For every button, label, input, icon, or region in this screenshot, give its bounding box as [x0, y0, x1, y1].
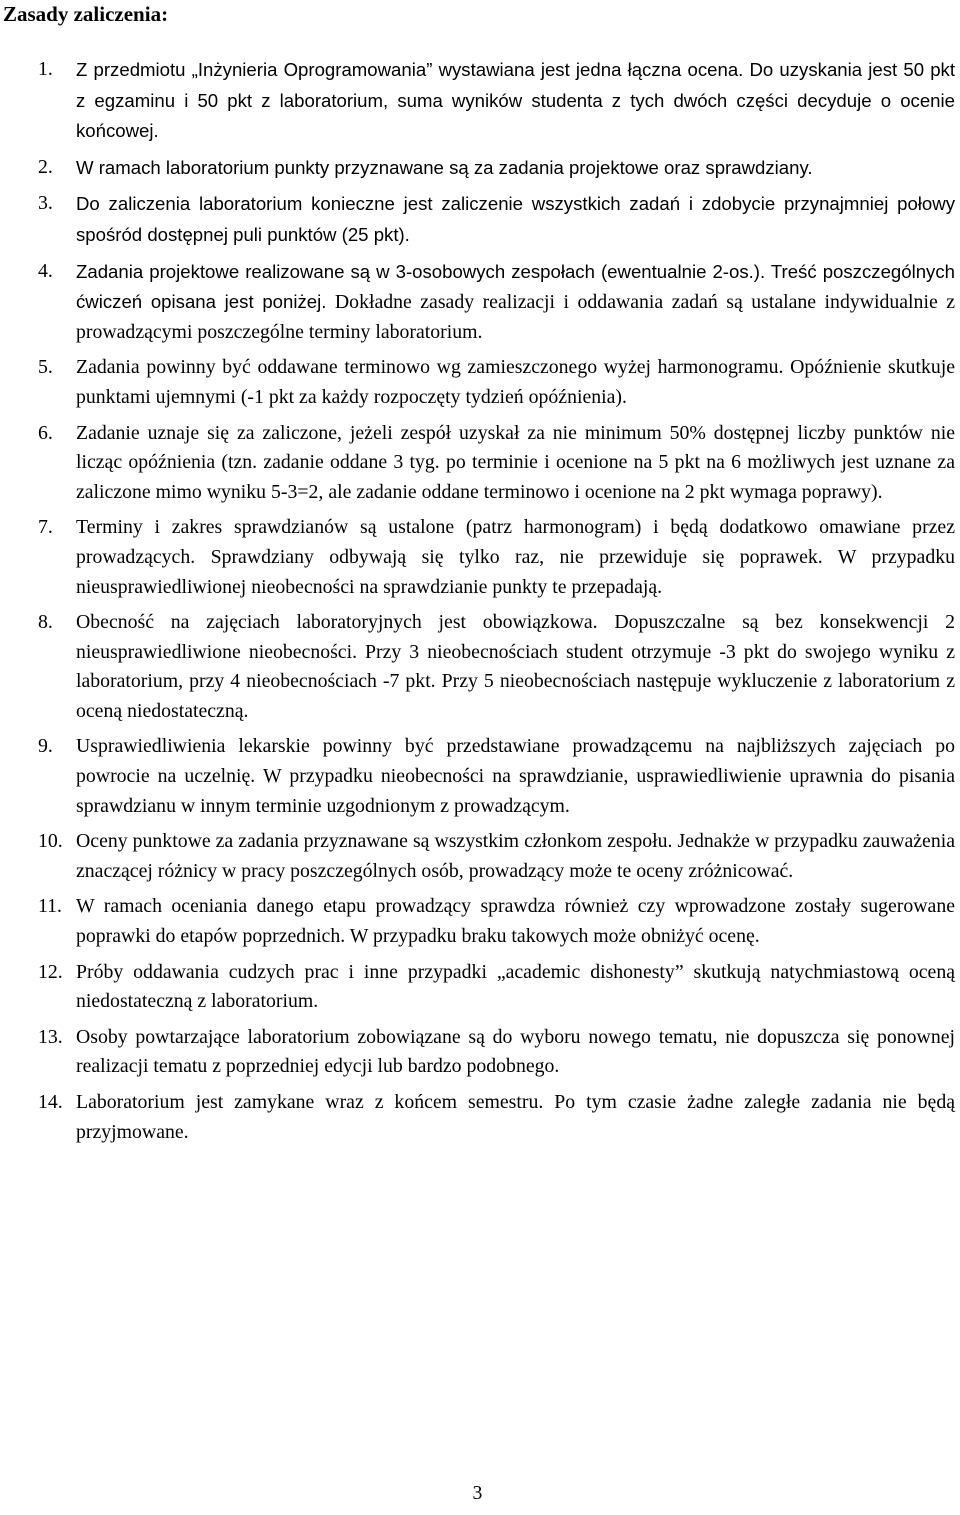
rule-number: 12.: [38, 960, 63, 983]
section-heading: Zasady zaliczenia:: [3, 2, 169, 26]
rule-item: [0, 892, 955, 951]
rule-text: Zadania projektowe realizowane są w 3-osobowych zespołach (ewentualnie 2-os.). Treść poszczególnych ćwiczeń opisana jest poniżej.: [76, 260, 955, 313]
rule-item: [0, 958, 955, 1017]
rule-text: Laboratorium jest zamykane wraz z końcem semestru. Po tym czasie żadne zaległe zadania nie będą przyjmowane.: [76, 1091, 955, 1143]
rule-text: Zadanie uznaje się za zaliczone, jeżeli zespół uzyskał za nie minimum 50% dostępnej liczby punktów nie licząc opóźnienia (tzn. zadanie oddane 3 tyg. po terminie i ocenione na 5 pkt na 6 możliwych jest uznane za zaliczone mimo wyniku 5-3=2, ale zadanie oddane terminowo i ocenione na 2 pkt wymaga poprawy).: [76, 421, 955, 503]
rule-text: Do zaliczenia laboratorium konieczne jest zaliczenie wszystkich zadań i zdobycie przynajmniej połowy spośród dostępnej puli punktów (25 pkt).: [76, 193, 955, 245]
rule-number: 3.: [38, 192, 53, 215]
rule-item: [0, 257, 955, 348]
rule-number: 14.: [38, 1091, 63, 1113]
rule-text: Próby oddawania cudzych prac i inne przypadki „academic dishonesty” skutkują natychmiastową oceną niedostateczną z laboratorium.: [76, 960, 955, 1013]
rule-item: [0, 419, 955, 508]
rule-item: [0, 1088, 955, 1147]
rule-item: [0, 55, 955, 147]
rule-number: 4.: [38, 259, 53, 282]
page-number: 3: [472, 1482, 483, 1504]
rule-item: [0, 513, 955, 602]
rule-text: Terminy i zakres sprawdzianów są ustalone (patrz harmonogram) i będą dodatkowo omawiane przez prowadzących. Sprawdziany odbywają się tylko raz, nie przewiduje się poprawek. W przypadku nieusprawiedliwionej nieobecności na sprawdzianie punkty te przepadają.: [76, 516, 955, 598]
rule-text: Osoby powtarzające laboratorium zobowiązane są do wyboru nowego tematu, nie dopuszcza się ponownej realizacji tematu z poprzedniej edycji lub bardzo podobnego.: [76, 1025, 955, 1078]
rule-text: Dokładne zasady realizacji i oddawania zadań są ustalane indywidualnie z prowadzącymi poszczególne terminy laboratorium.: [76, 291, 955, 343]
rule-number: 13.: [38, 1025, 63, 1048]
rule-number: 8.: [38, 611, 53, 634]
rule-item: [0, 1023, 955, 1082]
rule-number: 10.: [38, 830, 63, 853]
rule-item: [0, 827, 955, 886]
rule-number: 2.: [38, 155, 53, 178]
rule-text: Z przedmiotu „Inżynieria Oprogramowania” wystawiana jest jedna łączna ocena. Do uzyskania jest 50 pkt z egzaminu i 50 pkt z laboratorium, suma wyników studenta z tych dwóch części decyduje o ocenie końcowej.: [76, 59, 955, 142]
rule-number: 9.: [38, 735, 53, 758]
rule-text: Oceny punktowe za zadania przyznawane są wszystkim członkom zespołu. Jednakże w przypadku zauważenia znaczącej różnicy w pracy poszczególnych osób, prowadzący może te oceny zróżnicować.: [76, 830, 955, 882]
rule-number: 7.: [38, 516, 53, 539]
rule-text: Obecność na zajęciach laboratoryjnych jest obowiązkowa. Dopuszczalne są bez konsekwencji 2 nieusprawiedliwione nieobecności. Przy 3 nieobecnościach student otrzymuje -3 pkt do swojego wyniku z laboratorium, przy 4 nieobecnościach -7 pkt. Przy 5 nieobecnościach następuje wykluczenie z laboratorium z oceną niedostateczną.: [76, 611, 955, 722]
rule-text: W ramach laboratorium punkty przyznawane są za zadania projektowe oraz sprawdziany.: [76, 156, 813, 178]
rule-text: Usprawiedliwienia lekarskie powinny być przedstawiane prowadzącemu na najbliższych zajęciach po powrocie na uczelnię. W przypadku nieobecności na sprawdzianie, usprawiedliwienie uprawnia do pisania sprawdzianu w innym terminie uzgodnionym z prowadzącym.: [76, 735, 955, 817]
rule-number: 1.: [38, 58, 53, 80]
rule-item: [0, 732, 955, 821]
rule-text: Opóźnienie skutkuje punktami ujemnymi (-1 pkt za każdy rozpoczęty tydzień opóźnienia).: [76, 356, 955, 408]
rule-item: [0, 189, 955, 250]
rule-number: 5.: [38, 356, 53, 379]
rule-text: W ramach oceniania danego etapu prowadzący sprawdza również czy wprowadzone zostały sugerowane poprawki do etapów poprzednich. W przypadku braku takowych może obniżyć ocenę.: [76, 895, 955, 948]
rule-number: 6.: [38, 421, 53, 444]
rule-text: Zadania powinny być oddawane terminowo wg zamieszczonego wyżej harmonogramu.: [76, 356, 784, 379]
rule-item: [0, 608, 955, 726]
rules-list: [0, 55, 955, 1153]
rule-item: [0, 153, 955, 184]
rule-number: 11.: [38, 895, 62, 918]
rule-item: [0, 353, 955, 412]
